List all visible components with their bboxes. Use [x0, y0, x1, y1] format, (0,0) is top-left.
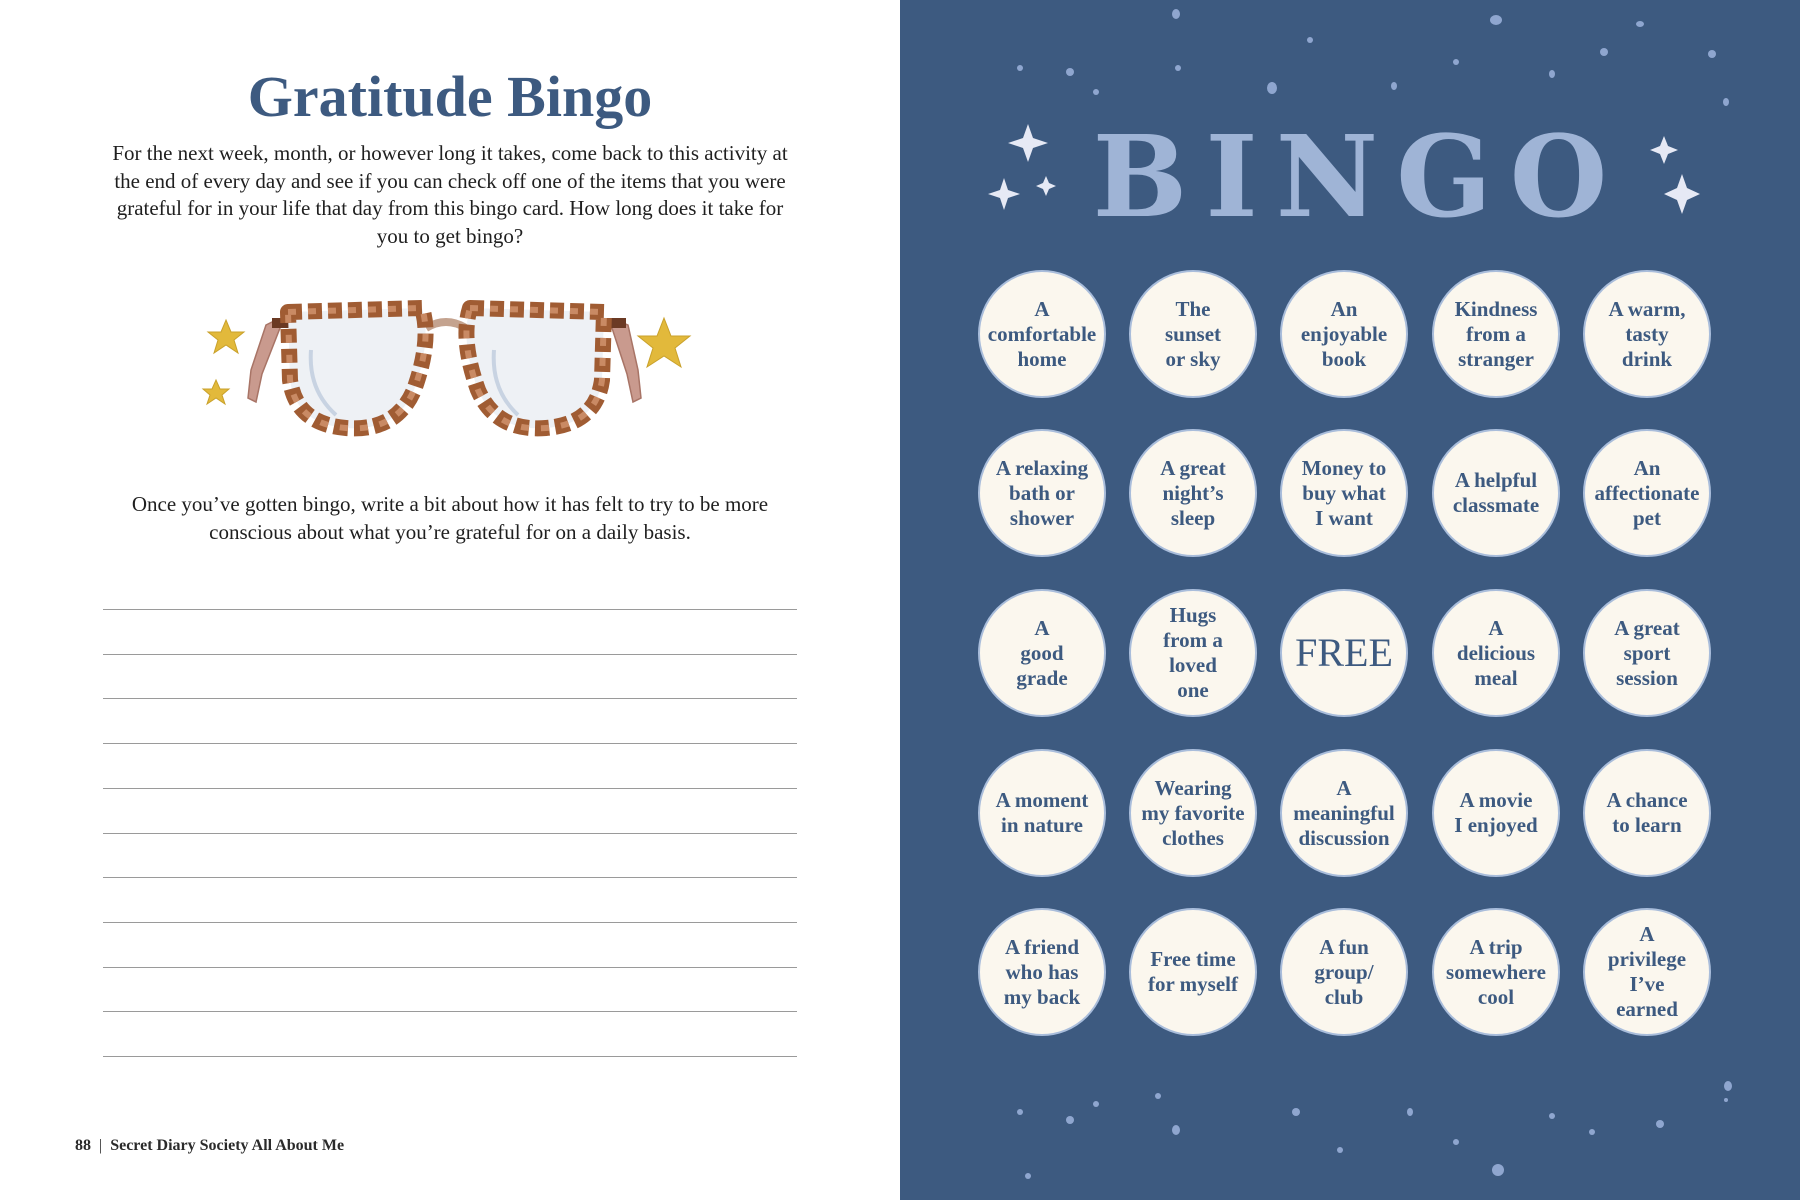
writing-lines[interactable]: [103, 609, 797, 1059]
bingo-cell[interactable]: A meaningful discussion: [1280, 749, 1408, 877]
bingo-cell[interactable]: An affectionate pet: [1583, 429, 1711, 557]
bingo-cell[interactable]: Free time for myself: [1129, 908, 1257, 1036]
intro-paragraph: For the next week, month, or however long it takes, come back to this activity at the end of every day and see if you can check off one of the items that you were grateful for in your life that day from this bingo card. How long does it take for you to get bingo?: [112, 141, 788, 248]
writing-line[interactable]: [103, 833, 797, 834]
writing-line[interactable]: [103, 1056, 797, 1057]
star-icon: [203, 380, 229, 404]
bingo-cell[interactable]: A great sport session: [1583, 589, 1711, 717]
glasses-illustration: [196, 290, 696, 440]
bingo-cell[interactable]: A trip somewhere cool: [1432, 908, 1560, 1036]
bingo-cell[interactable]: The sunset or sky: [1129, 270, 1257, 398]
page-title: Gratitude Bingo: [247, 64, 653, 129]
bingo-cell[interactable]: An enjoyable book: [1280, 270, 1408, 398]
bingo-cell[interactable]: Money to buy what I want: [1280, 429, 1408, 557]
bingo-cell[interactable]: A privilege I’ve earned: [1583, 908, 1711, 1036]
bingo-cell[interactable]: A good grade: [978, 589, 1106, 717]
bingo-heading: BINGO: [1092, 112, 1626, 243]
bingo-cell[interactable]: A moment in nature: [978, 749, 1106, 877]
writing-line[interactable]: [103, 922, 797, 923]
bingo-cell[interactable]: Kindness from a stranger: [1432, 270, 1560, 398]
bingo-cell[interactable]: A relaxing bath or shower: [978, 429, 1106, 557]
bingo-cell[interactable]: A warm, tasty drink: [1583, 270, 1711, 398]
page-footer: [75, 1137, 344, 1155]
writing-line[interactable]: [103, 877, 797, 878]
bingo-cell[interactable]: A great night’s sleep: [1129, 429, 1257, 557]
bingo-grid: [978, 270, 1728, 1050]
reflection-prompt: Once you’ve gotten bingo, write a bit about how it has felt to try to be more conscious about what you’re grateful for on a daily basis.: [131, 492, 769, 544]
bingo-cell-free[interactable]: FREE: [1280, 589, 1408, 717]
footer-separator: |: [99, 1137, 103, 1154]
right-page: [900, 0, 1800, 1200]
writing-line[interactable]: [103, 788, 797, 789]
book-title: Secret Diary Society All About Me: [110, 1137, 345, 1154]
bingo-cell[interactable]: A helpful classmate: [1432, 429, 1560, 557]
bingo-cell[interactable]: A delicious meal: [1432, 589, 1560, 717]
bingo-cell[interactable]: A comfortable home: [978, 270, 1106, 398]
star-icon: [208, 320, 244, 353]
writing-line[interactable]: [103, 609, 797, 610]
bingo-cell[interactable]: Hugs from a loved one: [1129, 589, 1257, 717]
writing-line[interactable]: [103, 1011, 797, 1012]
writing-line[interactable]: [103, 743, 797, 744]
bingo-cell[interactable]: Wearing my favorite clothes: [1129, 749, 1257, 877]
writing-line[interactable]: [103, 654, 797, 655]
bingo-cell[interactable]: A friend who has my back: [978, 908, 1106, 1036]
writing-line[interactable]: [103, 698, 797, 699]
writing-line[interactable]: [103, 967, 797, 968]
bingo-cell[interactable]: A fun group/ club: [1280, 908, 1408, 1036]
bingo-cell[interactable]: A movie I enjoyed: [1432, 749, 1560, 877]
bingo-cell[interactable]: A chance to learn: [1583, 749, 1711, 877]
page-number: 88: [75, 1137, 91, 1154]
star-icon: [638, 318, 690, 367]
